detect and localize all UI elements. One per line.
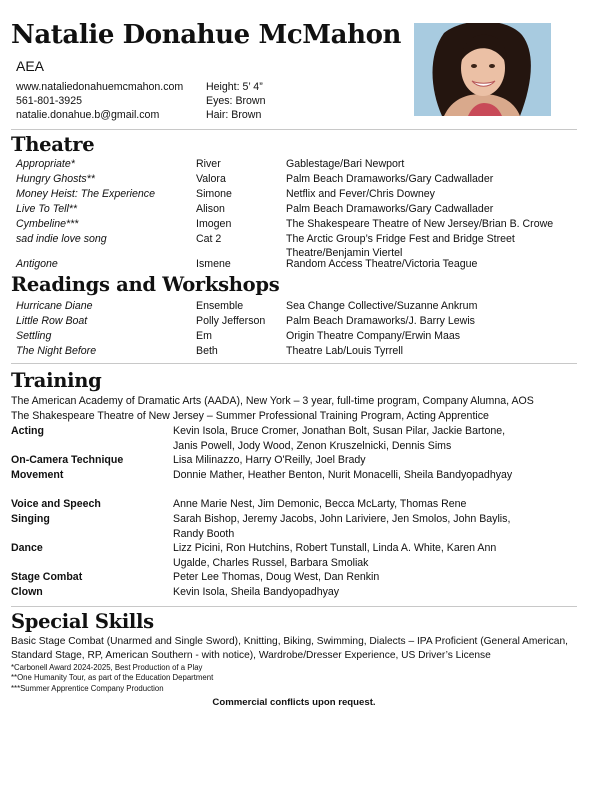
theatre-heading: Theatre [11,133,95,156]
credit-role: Polly Jefferson [196,315,266,327]
credit-role: Em [196,330,212,342]
phone-number: 561-801-3925 [16,95,82,107]
training-label: Dance [11,542,43,554]
training-program: The Shakespeare Theatre of New Jersey – Summer Professional Training Program, Acting Apprentice [11,410,489,422]
contact-info [16,80,183,122]
training-label: Singing [11,513,50,525]
credit-company: The Shakespeare Theatre of New Jersey/Brian B. Crowe [286,218,554,230]
credit-title: The Night Before [16,345,97,357]
credit-role: Ensemble [196,300,244,312]
training-teachers: Sarah Bishop, Jeremy Jacobs, John Lariviere, Jen Smolos, John Baylis, Randy Booth [173,513,511,540]
credit-title: Hurricane Diane [16,300,93,312]
email-link[interactable]: natalie.donahue.b@gmail.com [16,109,160,121]
credit-title: Live To Tell** [16,203,78,215]
section-divider [11,606,577,607]
training-teachers: Donnie Mather, Heather Benton, Nurit Monacelli, Sheila Bandyopadhyay [173,469,513,481]
training-heading: Training [11,369,102,392]
credit-company-line: The Arctic Group’s Fridge Fest and Bridge Street [286,233,515,245]
credit-title: Hungry Ghosts** [16,173,95,185]
headshot-illustration [414,23,551,116]
training-program: The American Academy of Dramatic Arts (AADA), New York – 3 year, full-time program, Company Alumna, AOS [11,395,534,407]
training-teachers: Peter Lee Thomas, Doug West, Dan Renkin [173,571,380,583]
credit-role: Ismene [196,258,231,270]
training-label: Movement [11,469,64,481]
credit-company: Sea Change Collective/Suzanne Ankrum [286,300,478,312]
credit-role: Valora [196,173,226,185]
credit-title: Money Heist: The Experience [16,188,155,200]
credit-company: Netflix and Fever/Chris Downey [286,188,435,200]
credit-role: Beth [196,345,218,357]
training-label: Acting [11,425,44,437]
eyes-stat: Eyes: Brown [206,95,266,107]
training-label: On-Camera Technique [11,454,124,466]
special-skills-text: Basic Stage Combat (Unarmed and Single Sword), Knitting, Biking, Swimming, Dialects – IPA Proficient (General American, Standard Stage, RP, American Southern - with notice), Wardrobe/Dresser Experience, US Driver’s License [11,636,568,661]
credit-role: River [196,158,221,170]
credit-role: Imogen [196,218,232,230]
hair-stat: Hair: Brown [206,109,262,121]
website-link[interactable]: www.nataliedonahuemcmahon.com [16,81,184,93]
actor-name: Natalie Donahue McMahon [11,20,402,50]
credit-title: sad indie love song [16,233,107,245]
credit-company: Random Access Theatre/Victoria Teague [286,258,478,270]
section-divider [11,363,577,364]
training-teachers: Lizz Picini, Ron Hutchins, Robert Tunstall, Linda A. White, Karen Ann Ugalde, Charles Russel, Barbara Smoliak [173,542,497,569]
section-divider [11,129,577,130]
physical-stats [206,80,265,122]
credit-role: Simone [196,188,232,200]
training-label: Stage Combat [11,571,83,583]
union-affiliation: AEA [16,58,45,74]
credit-company-line: Theatre/Benjamin Viertel [286,247,403,259]
credit-title: Appropriate* [16,158,75,170]
footnotes [11,663,213,694]
training-teachers: Anne Marie Nest, Jim Demonic, Becca McLarty, Thomas Rene [173,498,467,510]
credit-title: Antigone [16,258,58,270]
credit-company: Palm Beach Dramaworks/Gary Cadwallader [286,173,494,185]
training-teachers: Lisa Milinazzo, Harry O'Reilly, Joel Brady [173,454,366,466]
credit-company [286,232,515,260]
training-label: Voice and Speech [11,498,101,510]
commercial-conflicts-note: Commercial conflicts upon request. [212,697,376,708]
headshot-photo [414,23,551,116]
credit-title: Settling [16,330,52,342]
height-stat: Height: 5’ 4” [206,81,263,93]
credit-company: Theatre Lab/Louis Tyrrell [286,345,403,357]
special-skills-heading: Special Skills [11,610,154,633]
training-label: Clown [11,586,43,598]
credit-company: Gablestage/Bari Newport [286,158,405,170]
credit-role: Alison [196,203,225,215]
training-teachers: Kevin Isola, Bruce Cromer, Jonathan Bolt, Susan Pilar, Jackie Bartone, Janis Powell, Jody Wood, Zenon Kruszelnicki, Dennis Sims [173,425,506,452]
credit-title: Little Row Boat [16,315,88,327]
footnote: ***Summer Apprentice Company Production [11,683,164,693]
credit-title: Cymbeline*** [16,218,79,230]
credit-role: Cat 2 [196,233,222,245]
credit-company: Palm Beach Dramaworks/Gary Cadwallader [286,203,494,215]
footnote: **One Humanity Tour, as part of the Education Department [11,673,214,683]
readings-heading: Readings and Workshops [11,273,280,296]
training-teachers: Kevin Isola, Sheila Bandyopadhyay [173,586,340,598]
credit-company: Palm Beach Dramaworks/J. Barry Lewis [286,315,475,327]
credit-company: Origin Theatre Company/Erwin Maas [286,330,461,342]
footnote: *Carbonell Award 2024-2025, Best Production of a Play [11,663,203,672]
